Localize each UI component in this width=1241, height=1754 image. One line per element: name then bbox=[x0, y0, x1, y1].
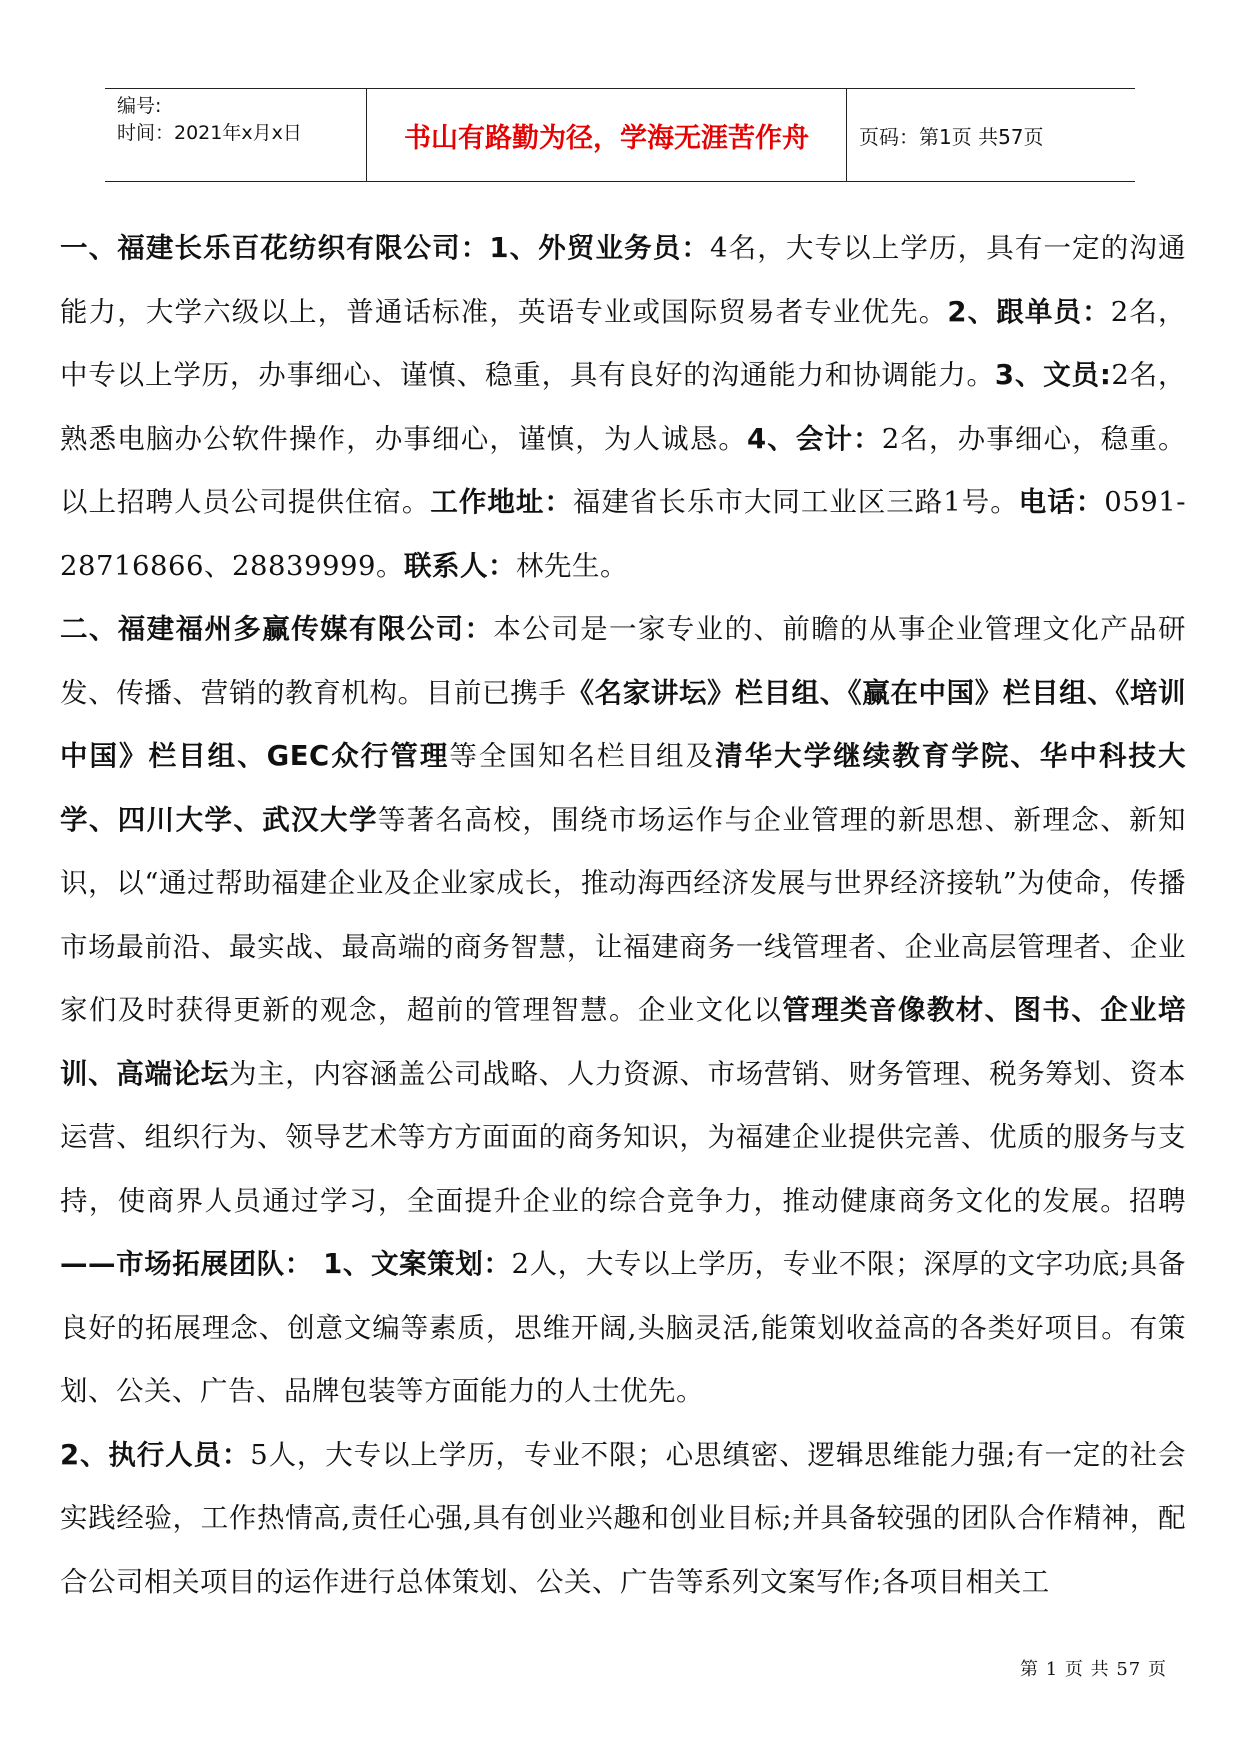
text-run: 等全国知名栏目组及 bbox=[449, 740, 716, 772]
text-run: 2名，中专以上学历，办事细心、谨慎、稳重，具有良好的沟通能力和协调能力。 bbox=[60, 295, 1186, 391]
bold-text-run: 管理类音像教材、图书、企业培训、高端论坛 bbox=[60, 994, 1187, 1090]
page-footer: 第 1 页 共 57 页 bbox=[1020, 1659, 1167, 1680]
bold-text-run: 《名家讲坛》栏目组、《赢在中国》栏目组、《培训中国》栏目组、GEC众行管理 bbox=[60, 676, 1187, 772]
bold-text-run: 清华大学继续教育学院、华中科技大学、四川大学、武汉大学 bbox=[60, 740, 1187, 836]
text-run: 0591-28716866、28839999。 bbox=[60, 486, 1187, 582]
text-run: 等著名高校，围绕市场运作与企业管理的新思想、新理念、新知识，以“通过帮助福建企业及企业家成长，推动海西经济发展与世界经济接轨”为使命，传播市场最前沿、最实战、最高端的商务智慧，让福建商务一线管理者、企业高层管理者、企业家们及时获得更新的观念，超前的管理智慧。企业文化以 bbox=[60, 803, 1186, 1026]
document-body bbox=[60, 217, 1186, 1614]
text-run: 2名，熟悉电脑办公软件操作，办事细心，谨慎，为人诚恳。 bbox=[60, 359, 1186, 455]
text-run: 本公司是一家专业的、前瞻的从事企业管理文化产品研发、传播、营销的教育机构。目前已携手 bbox=[60, 613, 1186, 709]
bold-text-run: ——市场拓展团队： 1、文案策划： bbox=[60, 1248, 512, 1280]
bold-text-run: 电话： bbox=[1018, 486, 1105, 518]
text-run: 林先生。 bbox=[515, 549, 628, 582]
bold-text-run: 工作地址： bbox=[430, 486, 573, 518]
text-run: 2人，大专以上学历，专业不限；深厚的文字功底;具备良好的拓展理念、创意文编等素质，思维开阔,头脑灵活,能策划收益高的各类好项目。有策划、公关、广告、品牌包装等方面能力的人士优先。 bbox=[60, 1248, 1186, 1407]
paragraph-executor bbox=[60, 1424, 1186, 1615]
document-time-label: 时间：2021年x月x日 bbox=[117, 122, 302, 144]
bold-text-run: 一、福建长乐百花纺织有限公司：1、外贸业务员： bbox=[60, 232, 710, 264]
text-run: 4名，大专以上学历，具有一定的沟通能力，大学六级以上，普通话标准，英语专业或国际贸易者专业优先。 bbox=[60, 232, 1186, 328]
bold-text-run: 联系人： bbox=[403, 549, 516, 582]
header-meta-cell bbox=[105, 89, 367, 181]
bold-text-run: 4、会计： bbox=[747, 422, 882, 455]
text-run: 福建省长乐市大同工业区三路1号。 bbox=[572, 486, 1019, 518]
header-page-info: 页码：第1页 共57页 bbox=[859, 124, 1044, 149]
text-run: 为主，内容涵盖公司战略、人力资源、市场营销、财务管理、税务筹划、资本运营、组织行为、领导艺术等方方面面的商务知识，为福建企业提供完善、优质的服务与支持，使商界人员通过学习，全面提升企业的综合竞争力，推动健康商务文化的发展。招聘 bbox=[60, 1057, 1187, 1217]
text-run: 5人，大专以上学历，专业不限；心思缜密、逻辑思维能力强;有一定的社会实践经验，工作热情高,责任心强,具有创业兴趣和创业目标;并具备较强的团队合作精神，配合公司相关项目的运作进行总体策划、公关、广告等系列文案写作;各项目相关工 bbox=[60, 1438, 1187, 1598]
paragraph-company-2 bbox=[60, 598, 1186, 1424]
bold-text-run: 2、执行人员： bbox=[60, 1438, 251, 1471]
document-number-label: 编号: bbox=[117, 95, 162, 117]
bold-text-run: 2、跟单员： bbox=[947, 295, 1111, 328]
page-header bbox=[105, 88, 1135, 182]
bold-text-run: 3、文员: bbox=[994, 359, 1112, 391]
text-run: 2名，办事细心，稳重。以上招聘人员公司提供住宿。 bbox=[60, 422, 1187, 518]
bold-text-run: 二、福建福州多赢传媒有限公司： bbox=[60, 613, 494, 645]
header-motto: 书山有路勤为径，学海无涯苦作舟 bbox=[367, 89, 847, 181]
paragraph-company-1 bbox=[60, 217, 1186, 598]
